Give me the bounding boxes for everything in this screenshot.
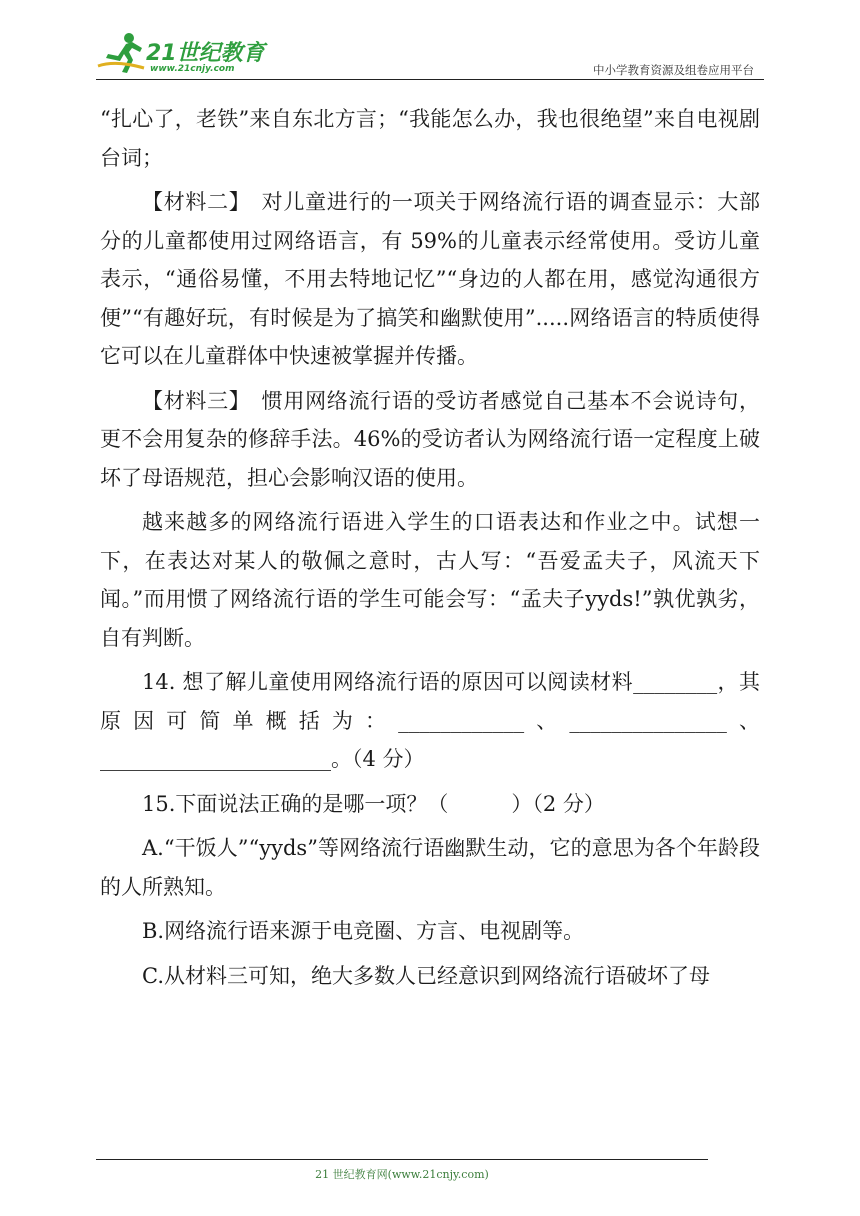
- q14-answer-blank-4[interactable]: ______________________: [100, 747, 331, 771]
- q15-option-a: A.“干饭人”“yyds”等网络流行语幽默生动，它的意思为各个年龄段的人所熟知。: [100, 836, 760, 899]
- header-tagline: 中小学教育资源及组卷应用平台: [593, 63, 754, 77]
- paragraph-source: “扎心了，老铁”来自东北方言；“我能怎么办，我也很绝望”来自电视剧台词；: [100, 107, 760, 170]
- material-three-text: 惯用网络流行语的受访者感觉自己基本不会说诗句，更不会用复杂的修辞手法。46%的受访者认为网络流行语一定程度上破坏了母语规范，担心会影响汉语的使用。: [100, 388, 761, 490]
- runner-logo-icon: [96, 30, 148, 76]
- q14-sep-1: 、: [524, 708, 570, 733]
- material-three-tag: 【材料三】: [142, 388, 240, 413]
- q14-stem-b: ，其原因可简单概括为：: [100, 670, 761, 733]
- logo-url: www.21cnjy.com: [150, 64, 235, 74]
- q14-answer-blank-3[interactable]: _______________: [569, 708, 727, 733]
- material-two-tag: 【材料二】: [142, 190, 240, 214]
- header-divider: [96, 79, 764, 80]
- site-logo: [96, 30, 266, 76]
- document-body: [100, 100, 760, 1001]
- paragraph-material-three: [100, 382, 760, 498]
- question-14: [100, 663, 760, 779]
- material-two-text: 对儿童进行的一项关于网络流行语的调查显示：大部分的儿童都使用过网络语言，有 59%的儿童表示经常使用。受访儿童表示，“通俗易懂，不用去特地记忆”“身边的人都在用，感觉沟通很方便”“有趣好玩，有时候是为了搞笑和幽默使用”.....网络语言的特质使得它可以在儿童群体中快速被掌握并传播。: [100, 190, 761, 368]
- q14-stem: 14. 想了解儿童使用网络流行语的原因可以阅读材料: [142, 670, 634, 694]
- q14-answer-blank-2[interactable]: ____________: [398, 708, 525, 733]
- q14-answer-blank-1[interactable]: ________: [633, 670, 718, 694]
- q15-option-b: B.网络流行语来源于电竞圈、方言、电视剧等。: [142, 919, 585, 943]
- question-15: 15.下面说法正确的是哪一项？（ ）（2 分）: [142, 791, 605, 816]
- paragraph-material-two: [100, 183, 760, 376]
- page-header: [96, 30, 764, 78]
- q14-score: 。（4 分）: [331, 747, 425, 771]
- q14-sep-2: 、: [726, 708, 760, 733]
- q15-option-c: C.从材料三可知，绝大多数人已经意识到网络流行语破坏了母: [142, 963, 710, 988]
- page-footer: 21 世纪教育网(www.21cnjy.com): [315, 1168, 489, 1181]
- paragraph-discussion: 越来越多的网络流行语进入学生的口语表达和作业之中。试想一下，在表达对某人的敬佩之意时，古人写：“吾爱孟夫子，风流天下闻。”而用惯了网络流行语的学生可能会写：“孟夫子yyds!”孰优孰劣，自有判断。: [100, 510, 760, 650]
- logo-text: 21世纪教育: [146, 41, 265, 66]
- footer-divider: [96, 1159, 708, 1160]
